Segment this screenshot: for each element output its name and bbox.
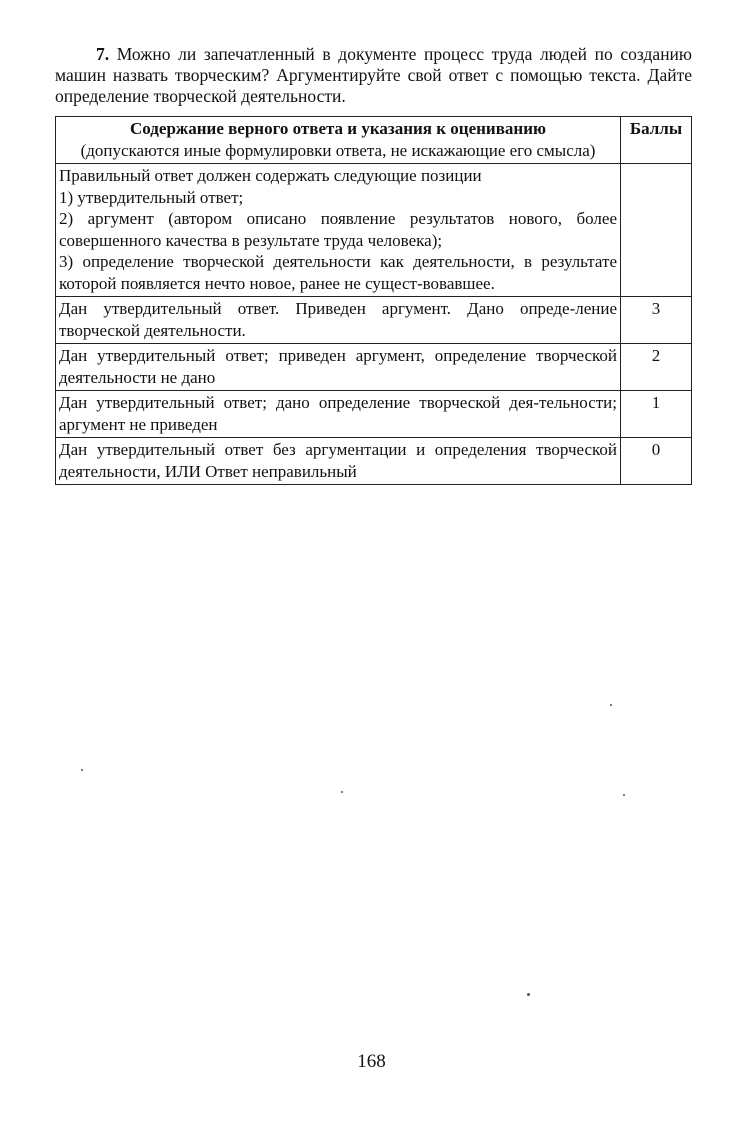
row-description: Дан утвердительный ответ; приведен аргумент, определение творческой деятельности не дано: [56, 344, 621, 391]
table-row: [56, 344, 692, 391]
scan-speck: [623, 794, 625, 796]
row-score: 0: [621, 438, 692, 485]
header-content-title: Содержание верного ответа и указания к оцениванию: [130, 119, 546, 138]
table-row: [56, 391, 692, 438]
row-score: 3: [621, 297, 692, 344]
question-body: Можно ли запечатленный в документе процесс труда людей по созданию машин назвать творческим? Аргументируйте свой ответ с помощью текста. Дайте определение творческой деятельности.: [55, 44, 692, 106]
table-header-row: [56, 117, 692, 164]
criteria-item: 2) аргумент (автором описано появление результатов нового, более совершенного качества в результате труда человека);: [59, 209, 618, 250]
criteria-cell: [56, 164, 621, 297]
scan-speck: [341, 791, 343, 793]
criteria-item: 3) определение творческой деятельности как деятельности, в результате которой появляется нечто новое, ранее не сущест-вовавшее.: [59, 252, 618, 293]
row-description: Дан утвердительный ответ; дано определение творческой дея-тельности; аргумент не приведен: [56, 391, 621, 438]
scan-speck: [527, 993, 530, 996]
criteria-row: [56, 164, 692, 297]
grading-rubric-table: [55, 116, 692, 485]
row-description: Дан утвердительный ответ. Приведен аргумент. Дано опреде-ление творческой деятельности.: [56, 297, 621, 344]
header-content-subtitle: (допускаются иные формулировки ответа, не искажающие его смысла): [80, 140, 596, 160]
question-text: [55, 44, 692, 107]
criteria-item: 1) утвердительный ответ;: [59, 187, 244, 207]
criteria-score-cell: [621, 164, 692, 297]
criteria-intro: Правильный ответ должен содержать следующие позиции: [59, 166, 482, 185]
scan-speck: [81, 769, 83, 771]
header-content-cell: [56, 117, 621, 164]
page-number: 168: [357, 1051, 386, 1072]
row-description: Дан утвердительный ответ без аргументации и определения творческой деятельности, ИЛИ Ответ неправильный: [56, 438, 621, 485]
table-row: [56, 438, 692, 485]
scan-speck: [610, 704, 612, 706]
question-number: 7.: [96, 44, 110, 64]
row-score: 2: [621, 344, 692, 391]
table-row: [56, 297, 692, 344]
header-score-cell: Баллы: [621, 117, 692, 164]
row-score: 1: [621, 391, 692, 438]
